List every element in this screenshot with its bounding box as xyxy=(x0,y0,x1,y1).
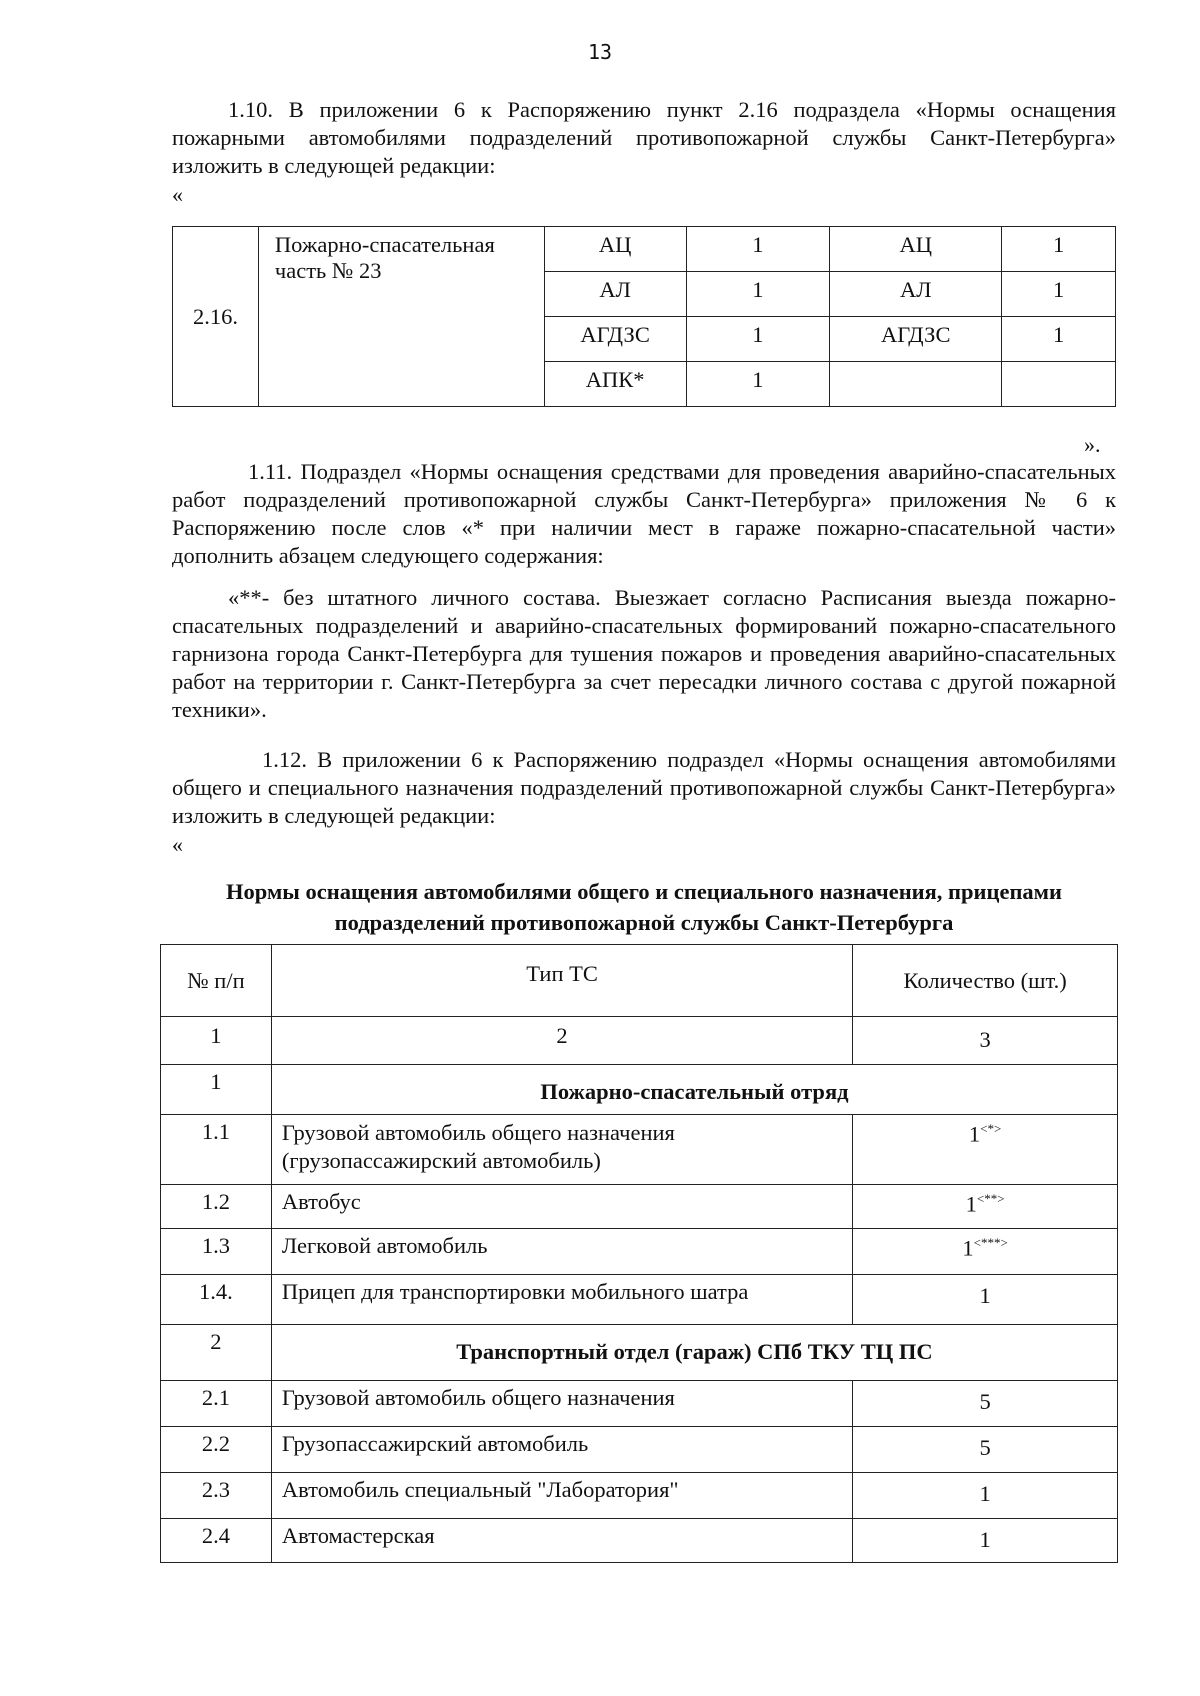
quantity-value: 1 xyxy=(962,1235,974,1261)
vehicle-type: Автомастерская xyxy=(271,1519,852,1563)
table-row xyxy=(161,1519,1118,1563)
section-number: 2 xyxy=(161,1325,272,1381)
row-number: 2.3 xyxy=(161,1473,272,1519)
quantity-cell: 5 xyxy=(853,1427,1118,1473)
vehicle-type: Прицеп для транспортировки мобильного шатра xyxy=(271,1275,852,1325)
count-cell: 1 xyxy=(1002,272,1116,317)
vehicles-norms-table xyxy=(160,944,1118,1563)
column-number-row xyxy=(161,1017,1118,1065)
count-cell: 1 xyxy=(686,317,830,362)
vehicle-cell: АЦ xyxy=(544,227,686,272)
open-quote-1: « xyxy=(172,182,183,207)
paragraph-1-10: 1.10. В приложении 6 к Распоряжению пункт 2.16 подраздела «Нормы оснащения пожарными автомобилями подразделений противопожарной службы Санкт-Петербурга» изложить в следующей редакции: xyxy=(172,97,1116,178)
row-number: 1.4. xyxy=(161,1275,272,1325)
section-row xyxy=(161,1065,1118,1115)
vehicle-cell: АПК* xyxy=(544,362,686,407)
paragraph-1-11-insert: «**- без штатного личного состава. Выезжает согласно Расписания выезда пожарно-спасательных подразделений и аварийно-спасательных формирований пожарно-спасательного гарнизона города Санкт-Петербурга для тушения пожаров и проведения аварийно-спасательных работ на территории г. Санкт-Петербурга за счет пересадки личного состава с другой пожарной техники». xyxy=(172,585,1116,722)
vehicle-cell: АГДЗС xyxy=(544,317,686,362)
vehicle-type: Легковой автомобиль xyxy=(271,1229,852,1275)
count-cell xyxy=(1002,362,1116,407)
row-number: 2.2 xyxy=(161,1427,272,1473)
quantity-value: 1 xyxy=(965,1191,977,1217)
paragraph-1-12: 1.12. В приложении 6 к Распоряжению подраздел «Нормы оснащения автомобилями общего и специального назначения подразделений противопожарной службы Санкт-Петербурга» изложить в следующей редакции: xyxy=(172,747,1116,828)
row-number: 1.1 xyxy=(161,1115,272,1185)
close-quote-1: ». xyxy=(1084,432,1101,457)
quantity-cell: 5 xyxy=(853,1381,1118,1427)
count-cell: 1 xyxy=(1002,317,1116,362)
vehicle-cell: АЦ xyxy=(830,227,1002,272)
section-row xyxy=(161,1325,1118,1381)
footnote-mark: <*> xyxy=(980,1121,1002,1136)
table-row xyxy=(161,1381,1118,1427)
item-number: 2.16. xyxy=(173,227,259,407)
quantity-cell xyxy=(853,1115,1118,1185)
column-number: 2 xyxy=(271,1017,852,1065)
vehicle-cell: АГДЗС xyxy=(830,317,1002,362)
paragraph-1-11: 1.11. Подраздел «Нормы оснащения средствами для проведения аварийно-спасательных работ подразделений противопожарной службы Санкт-Петербурга» приложения № 6 к Распоряжению после слов «* при наличии мест в гараже пожарно-спасательной части» дополнить абзацем следующего содержания: xyxy=(172,459,1116,568)
header-type: Тип ТС xyxy=(271,945,852,1017)
quantity-cell: 1 xyxy=(853,1275,1118,1325)
table-row xyxy=(161,1229,1118,1275)
vehicle-type: Автомобиль специальный "Лаборатория" xyxy=(271,1473,852,1519)
section-title: Пожарно-спасательный отряд xyxy=(271,1065,1117,1115)
quantity-cell: 1 xyxy=(853,1519,1118,1563)
table-row xyxy=(161,1427,1118,1473)
row-number: 2.4 xyxy=(161,1519,272,1563)
vehicle-cell xyxy=(830,362,1002,407)
row-number: 1.3 xyxy=(161,1229,272,1275)
table-title-line-2: подразделений противопожарной службы Санкт-Петербурга xyxy=(334,910,954,935)
vehicle-type: Грузовой автомобиль общего назначения (грузопассажирский автомобиль) xyxy=(271,1115,852,1185)
quantity-cell xyxy=(853,1185,1118,1229)
table-row xyxy=(161,1115,1118,1185)
count-cell: 1 xyxy=(686,227,830,272)
quantity-cell xyxy=(853,1229,1118,1275)
table-row xyxy=(161,1185,1118,1229)
footnote-mark: <***> xyxy=(973,1235,1008,1250)
table-row xyxy=(173,227,1116,272)
fire-vehicles-table xyxy=(172,226,1116,407)
table-row xyxy=(161,1275,1118,1325)
quantity-value: 1 xyxy=(968,1121,981,1147)
unit-name: Пожарно-спасательная часть № 23 xyxy=(258,227,544,407)
page-number: 13 xyxy=(587,40,613,64)
count-cell: 1 xyxy=(686,362,830,407)
vehicle-cell: АЛ xyxy=(544,272,686,317)
table-row xyxy=(161,1473,1118,1519)
count-cell: 1 xyxy=(1002,227,1116,272)
section-number: 1 xyxy=(161,1065,272,1115)
open-quote-2: « xyxy=(172,832,183,857)
vehicle-type: Автобус xyxy=(271,1185,852,1229)
column-number: 1 xyxy=(161,1017,272,1065)
count-cell: 1 xyxy=(686,272,830,317)
vehicle-type: Грузовой автомобиль общего назначения xyxy=(271,1381,852,1427)
header-number: № п/п xyxy=(161,945,272,1017)
header-quantity: Количество (шт.) xyxy=(853,945,1118,1017)
column-number: 3 xyxy=(853,1017,1118,1065)
row-number: 2.1 xyxy=(161,1381,272,1427)
table-header-row xyxy=(161,945,1118,1017)
vehicle-type: Грузопассажирский автомобиль xyxy=(271,1427,852,1473)
row-number: 1.2 xyxy=(161,1185,272,1229)
section-title: Транспортный отдел (гараж) СПб ТКУ ТЦ ПС xyxy=(271,1325,1117,1381)
quantity-cell: 1 xyxy=(853,1473,1118,1519)
footnote-mark: <**> xyxy=(976,1191,1005,1206)
vehicle-cell: АЛ xyxy=(830,272,1002,317)
table-title-line-1: Нормы оснащения автомобилями общего и специального назначения, прицепами xyxy=(226,879,1062,904)
